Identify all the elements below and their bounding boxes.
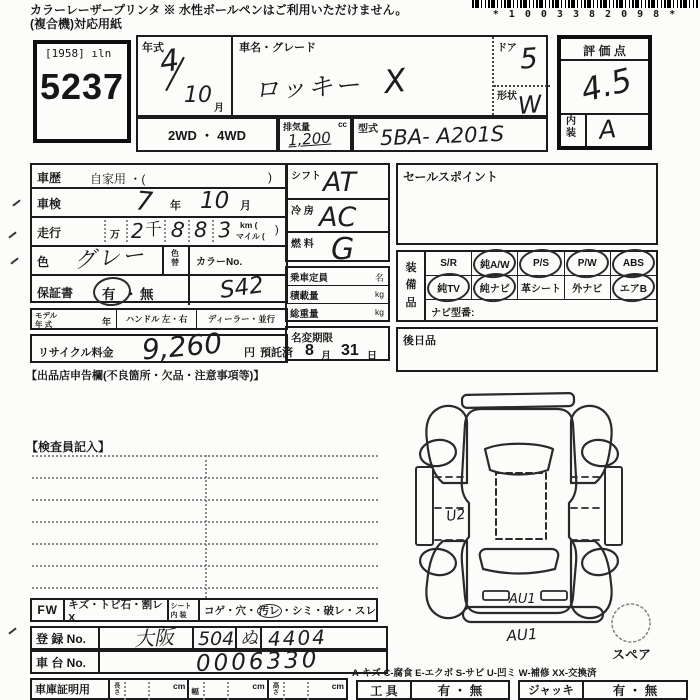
model-year-value: 4 <box>157 42 182 81</box>
tools-label: 工 具 <box>370 683 398 698</box>
jack-value: 有 ・ 無 <box>612 684 658 698</box>
history-value: 自家用 ・( <box>90 172 146 186</box>
handle-label: ハンドル 左・右 <box>125 314 188 324</box>
seat-text-cell <box>200 600 376 620</box>
model-row-box <box>30 308 288 330</box>
warranty-label: 保証書 <box>37 286 74 300</box>
navi-model-label: ナビ型番: <box>431 308 475 319</box>
pen-circle <box>564 247 610 280</box>
warranty-no: 無 <box>140 287 154 302</box>
seat-label: シート 内 装 <box>170 603 192 620</box>
pen-tick <box>10 257 18 264</box>
equip-item: ABS <box>611 252 656 275</box>
rating-box <box>557 35 652 150</box>
color-cell <box>32 242 162 275</box>
car-name-value: ロッキー <box>253 70 363 105</box>
lot-number: 5237 <box>39 66 125 107</box>
registration-class: 504 <box>198 628 235 650</box>
color-no-header-cell <box>188 247 286 274</box>
shaken-year-unit: 年 <box>170 200 181 212</box>
equip-item: 革シート <box>518 276 564 299</box>
roof-dashed-outline <box>496 473 546 539</box>
color-no-value: S42 <box>218 272 266 304</box>
equip-item: 純ナビ <box>472 276 518 299</box>
spare-wheel-circle <box>612 604 650 642</box>
car-damage-diagram <box>405 385 660 655</box>
rating-score: 4.5 <box>577 60 636 110</box>
warranty-row <box>32 274 286 305</box>
fw-text: キズ・トビ石・割レX <box>68 598 163 624</box>
model-code-label: 型式 <box>358 124 378 135</box>
weight-row <box>287 303 388 321</box>
fuel-label: 燃 料 <box>291 239 314 250</box>
model-code-value: 5BA- A201S <box>379 121 505 151</box>
pen-circle <box>611 271 657 304</box>
color-label: 色 <box>37 255 50 269</box>
drive-type: 2WD ・ 4WD <box>167 128 246 143</box>
model-year-unit: 年 <box>101 317 111 327</box>
deadline-month-unit: 月 <box>321 351 331 362</box>
ac-row <box>287 198 388 231</box>
spare-label: スペア <box>612 647 652 662</box>
chassis-row <box>30 646 388 678</box>
seller-note: 【出品店申告欄(不良箇所・欠品・注意事項等)】 <box>26 370 265 382</box>
garage-label-cell <box>32 680 108 698</box>
shift-ac-fuel-box <box>285 163 390 267</box>
seat-text: コゲ・穴・ 汚レ ・シミ・破レ・スレ <box>204 604 376 617</box>
recycle-status: 預託済 <box>260 347 293 359</box>
inspector-title: 【検査員記入】 <box>26 440 111 454</box>
jack-box <box>518 680 688 700</box>
right-rocker-panel <box>605 467 622 545</box>
damage-mark-bumper: AU1 <box>506 624 539 645</box>
rear-window-shape <box>485 444 553 475</box>
equip-item: P/S <box>518 252 564 275</box>
navi-model-cell <box>426 300 656 320</box>
chassis-label-cell <box>32 652 98 672</box>
payload-unit: kg <box>375 289 384 299</box>
registration-area-cell <box>98 624 192 652</box>
equip-item: 純A/W <box>472 252 518 275</box>
pen-tick <box>8 627 16 634</box>
tools-label-cell <box>358 682 412 698</box>
barcode <box>472 0 698 8</box>
warranty-sep: ・ <box>124 287 138 302</box>
color-no-label: カラーNo. <box>196 257 243 268</box>
model-year-month: 10 <box>184 83 212 108</box>
vehicle-header-box <box>136 35 548 120</box>
payload-label: 積載量 <box>290 291 319 302</box>
deadline-box <box>285 326 390 361</box>
fuel-value: G <box>331 232 355 267</box>
spoiler-shape <box>462 393 574 408</box>
garage-height-cell <box>267 680 346 698</box>
color-change-label: 色 替 <box>171 249 179 268</box>
mileage-close: ) <box>275 224 279 236</box>
model-year-label: 年式 <box>142 42 164 54</box>
garage-length-cell <box>108 680 187 698</box>
mileage-label: 走行 <box>37 226 62 240</box>
car-name-label: 車名・グレード <box>239 42 316 54</box>
interior-cell-border <box>585 113 587 146</box>
dealer-cell <box>197 310 286 328</box>
equipment-box <box>396 250 658 322</box>
paper-note-line2: (複合機)対応用紙 <box>30 17 122 31</box>
garage-width-cell <box>187 680 266 698</box>
pen-circle <box>426 271 472 304</box>
mileage-unit-mile: マイル ( <box>236 232 265 241</box>
shift-value: AT <box>323 167 356 198</box>
color-no-value-cell <box>188 272 286 305</box>
capacity-label: 乗車定員 <box>290 273 329 284</box>
fw-label: FW <box>37 603 58 617</box>
chassis-value: 0006330 <box>195 646 320 678</box>
left-rear-fender <box>426 541 467 618</box>
displacement-unit: cc <box>338 120 347 129</box>
headlight-left <box>483 591 509 600</box>
mileage-man: 万 <box>110 230 120 241</box>
paper-note-line1: カラーレーザープリンタ ※ 水性ボールペンはご利用いただけません。 <box>30 3 408 17</box>
displacement-label: 排気量 <box>283 122 311 132</box>
mileage-unit-km: km ( <box>240 220 258 230</box>
lot-number-box <box>33 40 131 143</box>
mileage-digit-2: 8 <box>194 218 208 242</box>
garage-label: 車庫証明用 <box>35 684 90 696</box>
barcode-text: * 1 0 0 3 3 8 2 0 9 8 * <box>492 9 678 20</box>
left-rocker-panel <box>416 467 433 545</box>
deadline-month: 8 <box>305 342 314 359</box>
rating-divider <box>561 59 648 61</box>
color-value: グレー <box>73 242 147 275</box>
registration-area: 大阪 <box>133 624 175 652</box>
windshield-shape <box>480 549 558 574</box>
door-label: ドア <box>497 43 517 54</box>
garage-length-label: 長さ <box>112 682 120 695</box>
recycle-value: 9,260 <box>140 326 224 367</box>
pen-circle <box>472 271 518 304</box>
weight-unit: kg <box>375 307 384 317</box>
deadline-label: 名変期限 <box>291 332 333 344</box>
model-label: モデル 年 式 <box>35 311 58 329</box>
fw-seat-row <box>30 598 378 622</box>
shape-label: 形状 <box>497 91 517 102</box>
payload-row <box>287 285 388 303</box>
fw-label-cell <box>32 600 65 620</box>
history-label: 車歴 <box>37 171 62 185</box>
interior-score: A <box>597 114 618 145</box>
damage-legend: A-キズ C-腐食 E-エクボ S-サビ U-凹ミ W-補修 XX-交換済 <box>352 668 597 679</box>
tools-value: 有 ・ 無 <box>437 684 483 698</box>
drive-type-box <box>136 117 278 152</box>
color-row <box>32 242 286 275</box>
door-shape-cell <box>492 37 550 120</box>
shaken-label: 車検 <box>37 197 62 211</box>
mileage-digit-1: 8 <box>169 217 186 243</box>
deadline-day: 31 <box>341 342 359 359</box>
damage-mark-left-door: U2 <box>445 506 467 525</box>
history-close: ) <box>268 170 272 184</box>
sales-point-label: セールスポイント <box>403 170 498 184</box>
pen-tick <box>12 199 20 206</box>
ac-label: 冷 房 <box>291 206 314 217</box>
jack-value-cell <box>584 682 686 698</box>
registration-kana: ぬ <box>240 628 258 649</box>
month-unit: 月 <box>214 103 224 114</box>
registration-kana-cell <box>235 628 260 648</box>
tools-value-cell <box>412 682 508 698</box>
model-year-cell <box>138 37 233 115</box>
wheel-front-left <box>418 547 457 578</box>
fw-text-cell <box>65 598 168 624</box>
mileage-sen-digit: 2 <box>131 219 144 243</box>
equip-item: P/W <box>565 252 611 275</box>
chassis-label: 車 台 No. <box>36 655 86 670</box>
recycle-label: リサイクル料金 <box>38 347 114 359</box>
wheel-rear-right <box>580 438 619 469</box>
capacity-unit: 名 <box>374 273 384 283</box>
registration-label-cell <box>32 628 98 648</box>
weight-label: 総重量 <box>290 309 319 320</box>
mileage-sen: 千 <box>145 220 162 240</box>
history-row <box>32 165 286 187</box>
jack-label: ジャッキ <box>528 685 574 697</box>
recycle-box <box>30 326 293 367</box>
garage-width-unit: cm <box>252 681 265 691</box>
registration-label: 登 録 No. <box>36 631 86 646</box>
equip-item: 外ナビ <box>565 276 611 299</box>
pen-tick <box>8 231 16 238</box>
capacity-row <box>287 268 388 285</box>
shape-value: W <box>516 90 543 120</box>
shaken-year: 7 <box>134 186 154 218</box>
headlight-right <box>541 591 567 600</box>
model-code-box <box>352 117 548 152</box>
seat-label-cell <box>169 600 200 620</box>
garage-length-unit: cm <box>173 681 186 691</box>
registration-number: 4404 <box>267 624 328 652</box>
garage-row <box>30 678 348 700</box>
wheel-rear-left <box>418 438 457 469</box>
warranty-yes: 有 <box>102 287 116 302</box>
damage-mark-front: AU1 <box>509 592 536 607</box>
displacement-value: 1,200 <box>287 128 332 150</box>
handle-cell <box>117 310 197 328</box>
info-table <box>30 163 288 303</box>
color-change-cell <box>162 247 188 274</box>
pen-circle <box>518 247 564 280</box>
equip-item: 純TV <box>426 276 472 299</box>
deadline-day-unit: 日 <box>367 351 377 362</box>
ac-value: AC <box>319 202 357 233</box>
tools-box <box>356 680 510 700</box>
pen-circle-stain: 汚レ <box>258 604 280 617</box>
displacement-box <box>278 117 352 152</box>
equipment-row-1 <box>426 252 656 276</box>
garage-width-label: 幅 <box>191 687 199 696</box>
front-bumper-shape <box>463 607 603 622</box>
later-items-label: 後日品 <box>403 335 436 347</box>
equipment-row-2 <box>426 276 656 300</box>
sales-point-box <box>396 163 658 245</box>
lot-tag: [1958] ıln <box>45 47 112 60</box>
equipment-grid <box>426 252 656 320</box>
dealer-label: ディーラー・並行 <box>207 314 276 324</box>
recycle-unit: 円 <box>244 347 255 359</box>
later-items-box <box>396 327 658 372</box>
grade-value: X <box>382 60 408 102</box>
capacity-box <box>285 266 390 322</box>
shaken-month-unit: 月 <box>240 200 251 212</box>
wheel-front-right <box>580 547 619 578</box>
registration-row <box>30 626 388 650</box>
equip-item: S/R <box>426 252 472 275</box>
shaken-row <box>32 187 286 216</box>
door-value: 5 <box>518 41 539 76</box>
garage-height-label: 高さ <box>271 682 279 695</box>
garage-height-unit: cm <box>331 681 344 691</box>
mileage-digit-3: 3 <box>217 217 233 243</box>
jack-label-cell <box>520 682 584 698</box>
mileage-row <box>32 216 286 245</box>
model-label-cell <box>32 310 117 328</box>
registration-number-cell <box>260 624 386 652</box>
rating-label: 評 価 点 <box>583 44 626 58</box>
shift-label: シフト <box>291 171 321 182</box>
shift-row <box>287 165 388 198</box>
registration-class-cell <box>192 628 235 648</box>
equipment-label: 装 備 品 <box>398 252 426 320</box>
equip-item: エアB <box>611 276 656 299</box>
chassis-value-cell <box>98 646 386 678</box>
car-body-outline <box>462 409 576 613</box>
warranty-cell <box>32 276 188 305</box>
interior-label: 内 装 <box>566 116 576 139</box>
fuel-row <box>287 231 388 267</box>
shaken-month: 10 <box>200 188 230 214</box>
